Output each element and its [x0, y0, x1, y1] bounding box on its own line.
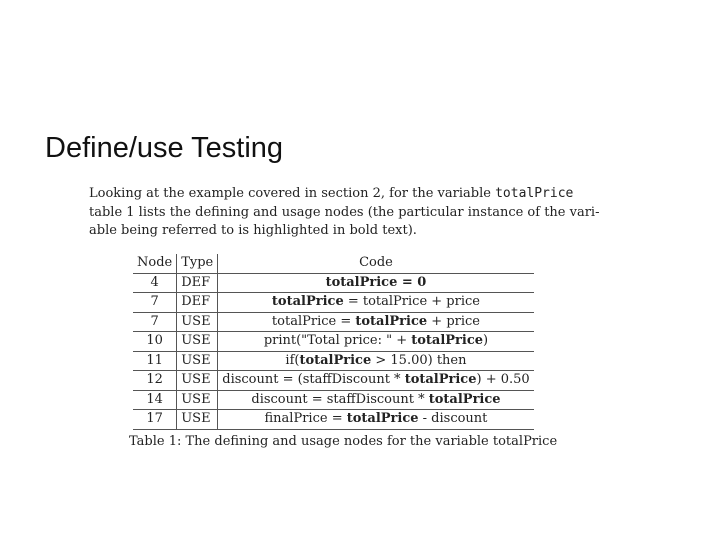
code-fragment: if( [285, 352, 300, 368]
intro-paragraph [89, 185, 600, 241]
code-highlight: totalPrice [404, 372, 477, 387]
code-fragment: discount = staffDiscount * [251, 391, 429, 407]
table-row [133, 293, 534, 313]
cell-type: USE [177, 351, 218, 371]
cell-node: 14 [133, 390, 177, 410]
cell-node: 10 [133, 332, 177, 352]
cell-type: USE [177, 332, 218, 352]
code-fragment: totalPrice = [271, 313, 356, 329]
cell-code [218, 410, 534, 430]
table-row [133, 332, 534, 352]
cell-code [218, 293, 534, 313]
cell-node: 11 [133, 351, 177, 371]
def-use-table [133, 254, 534, 430]
code-fragment: print("Total price: " + [263, 333, 412, 348]
code-highlight: totalPrice [428, 391, 501, 407]
def-use-table-container [133, 254, 533, 430]
cell-type: USE [177, 371, 218, 391]
code-fragment: finalPrice = [264, 411, 347, 426]
header-code: Code [218, 254, 534, 273]
cell-node: 12 [133, 371, 177, 391]
table-row [133, 390, 534, 410]
table-caption: Table 1: The defining and usage nodes for the variable totalPrice [129, 434, 558, 449]
table-body [133, 273, 534, 429]
header-type: Type [177, 254, 218, 273]
cell-type: USE [177, 390, 218, 410]
cell-code [218, 332, 534, 352]
code-highlight: totalPrice [346, 411, 419, 426]
cell-code [218, 273, 534, 293]
code-highlight: totalPrice [271, 294, 344, 309]
code-fragment: + price [427, 313, 480, 329]
cell-code [218, 390, 534, 410]
header-node: Node [133, 254, 177, 273]
code-highlight: totalPrice [299, 352, 372, 368]
slide-title: Define/use Testing [45, 132, 284, 164]
code-fragment: > 15.00) then [371, 352, 467, 368]
code-highlight: totalPrice [355, 313, 428, 329]
cell-node: 17 [133, 410, 177, 430]
code-fragment: discount = (staffDiscount * [222, 372, 405, 387]
code-fragment: ) [483, 333, 489, 348]
cell-type: USE [177, 410, 218, 430]
intro-line-2: table 1 lists the defining and usage nodes (the particular instance of the vari- [89, 204, 600, 220]
code-highlight: totalPrice [411, 333, 484, 348]
cell-type: DEF [177, 273, 218, 293]
table-row [133, 273, 534, 293]
table-row [133, 371, 534, 391]
table-row [133, 312, 534, 332]
code-fragment: = totalPrice + price [343, 294, 480, 309]
code-fragment: ) + 0.50 [476, 372, 530, 387]
code-highlight: totalPrice = 0 [325, 274, 427, 290]
cell-type: USE [177, 312, 218, 332]
table-row [133, 410, 534, 430]
cell-code [218, 312, 534, 332]
cell-code [218, 371, 534, 391]
table-row [133, 351, 534, 371]
cell-code [218, 351, 534, 371]
intro-line-1 [89, 185, 589, 204]
cell-node: 7 [133, 312, 177, 332]
table-header-row [133, 254, 534, 273]
cell-type: DEF [177, 293, 218, 313]
intro-line-1-text: Looking at the example covered in section 2, for the variable [89, 186, 496, 201]
cell-node: 4 [133, 273, 177, 293]
code-fragment: - discount [418, 411, 488, 426]
cell-node: 7 [133, 293, 177, 313]
intro-line-3: able being referred to is highlighted in bold text). [89, 223, 417, 238]
variable-code: totalPrice [495, 186, 574, 201]
